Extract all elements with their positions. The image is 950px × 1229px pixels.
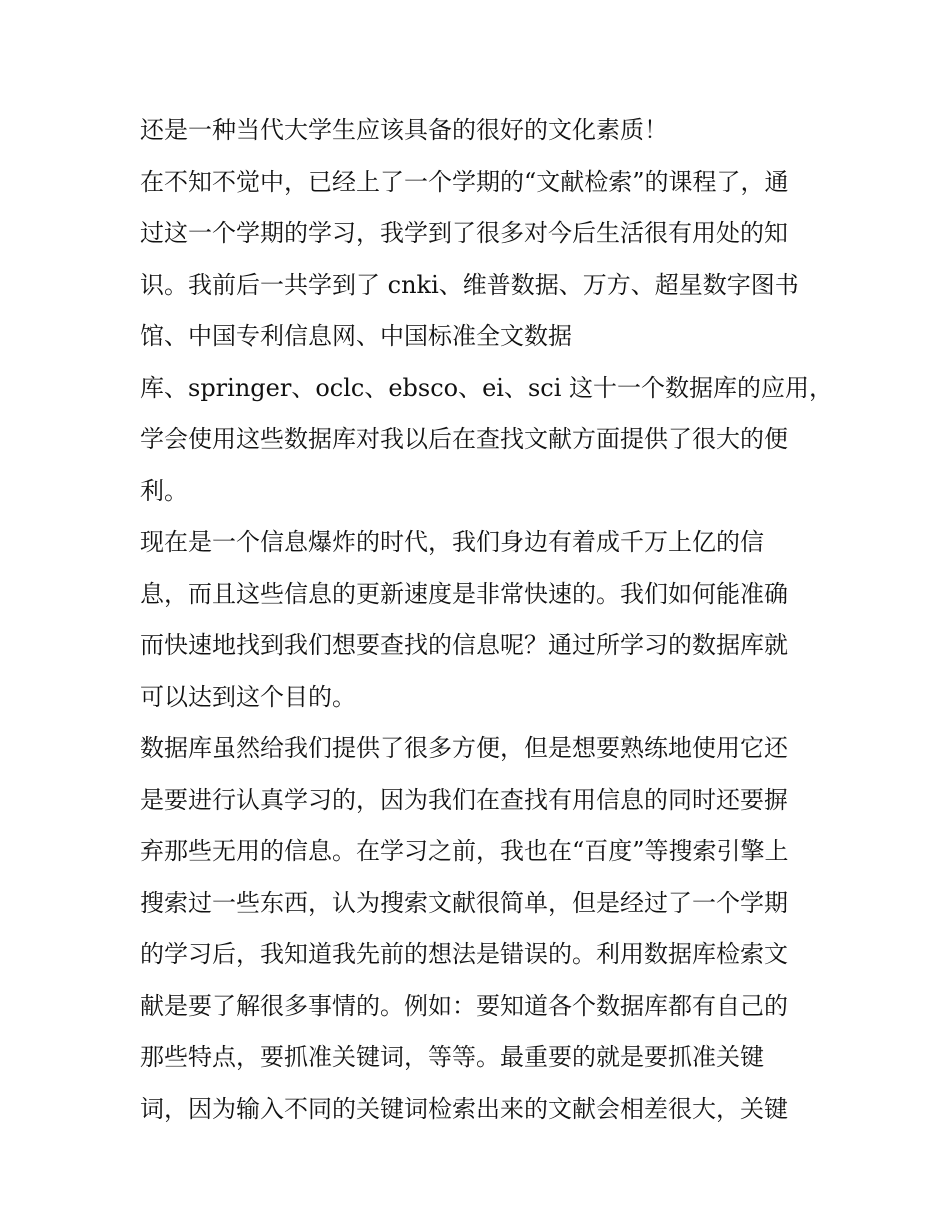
text-line: 献是要了解很多事情的。例如：要知道各个数据库都有自己的 — [140, 991, 788, 1020]
text-line: 还是一种当代大学生应该具备的很好的文化素质！ — [140, 116, 668, 144]
text-line: 的学习后，我知道我先前的想法是错误的。利用数据库检索文 — [140, 940, 788, 968]
text-line: 在不知不觉中，已经上了一个学期的“文献检索”的课程了，通 — [140, 167, 789, 196]
text-line: 识。我前后一共学到了 cnki、维普数据、万方、超星数字图书 — [140, 270, 799, 299]
text-line: 可以达到这个目的。 — [140, 682, 356, 711]
text-line: 馆、中国专利信息网、中国标准全文数据 — [140, 322, 572, 350]
text-line: 弃那些无用的信息。在学习之前，我也在“百度”等搜索引擎上 — [140, 837, 789, 865]
text-line: 词，因为输入不同的关键词检索出来的文献会相差很大，关键 — [140, 1094, 788, 1123]
text-line: 息，而且这些信息的更新速度是非常快速的。我们如何能准确 — [140, 579, 788, 608]
text-line: 搜索过一些东西，认为搜索文献很简单，但是经过了一个学期 — [140, 888, 788, 917]
text-line: 现在是一个信息爆炸的时代，我们身边有着成千万上亿的信 — [140, 528, 764, 556]
text-line: 库、springer、oclc、ebsco、ei、sci 这十一个数据库的应用， — [140, 373, 834, 402]
text-line: 是要进行认真学习的，因为我们在查找有用信息的同时还要摒 — [140, 785, 788, 814]
text-line: 学会使用这些数据库对我以后在查找文献方面提供了很大的便 — [140, 425, 788, 453]
text-line: 利。 — [140, 476, 188, 505]
text-line: 那些特点，要抓准关键词，等等。最重要的就是要抓准关键 — [140, 1043, 764, 1071]
text-line: 数据库虽然给我们提供了很多方便，但是想要熟练地使用它还 — [140, 734, 788, 762]
text-line: 过这一个学期的学习，我学到了很多对今后生活很有用处的知 — [140, 219, 788, 247]
body-text — [140, 112, 834, 1142]
text-line: 而快速地找到我们想要查找的信息呢？通过所学习的数据库就 — [140, 631, 788, 659]
